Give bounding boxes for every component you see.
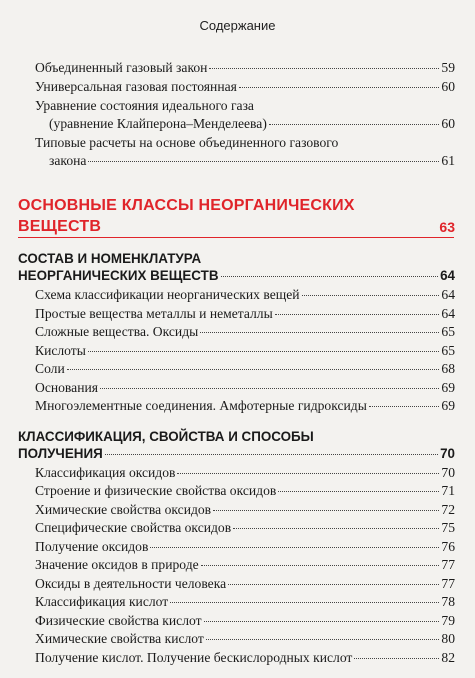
section-title[interactable]: СОСТАВ И НОМЕНКЛАТУРА <box>18 251 202 266</box>
toc-entry-title: Универсальная газовая постоянная <box>35 79 237 94</box>
toc-entry-page: 72 <box>441 502 455 517</box>
toc-entry-page: 61 <box>441 153 455 168</box>
dot-leader <box>302 295 440 296</box>
toc-entry[interactable] <box>35 520 455 536</box>
toc-entry-page: 76 <box>441 539 455 554</box>
toc-entry-page: 79 <box>441 613 455 628</box>
toc-entry-title: Химические свойства кислот <box>35 631 204 646</box>
section-title-line[interactable] <box>18 446 455 461</box>
toc-entry-title: Оксиды в деятельности человека <box>35 576 227 591</box>
toc-entry-title: Сложные вещества. Оксиды <box>35 324 199 339</box>
dot-leader <box>206 639 440 640</box>
dot-leader <box>228 584 439 585</box>
dot-leader <box>150 547 439 548</box>
dot-leader <box>275 314 440 315</box>
toc-entry-page: 69 <box>441 398 455 413</box>
toc-entry[interactable] <box>35 361 455 377</box>
toc-entry-title: Значение оксидов в природе <box>35 557 199 572</box>
dot-leader <box>204 621 440 622</box>
dot-leader <box>233 528 439 529</box>
toc-entry-title: Классификация кислот <box>35 594 169 609</box>
toc-entry-title: Получение кислот. Получение бескислородных кислот <box>35 650 353 665</box>
toc-entry-title: Специфические свойства оксидов <box>35 520 232 535</box>
toc-entry[interactable] <box>35 398 455 414</box>
toc-entry-page: 80 <box>441 631 455 646</box>
toc-entry[interactable] <box>35 60 455 76</box>
toc-entry[interactable] <box>35 613 455 629</box>
dot-leader <box>88 351 440 352</box>
dot-leader <box>213 510 439 511</box>
toc-entry-page: 77 <box>441 576 455 591</box>
toc-entry[interactable] <box>35 380 455 396</box>
toc-entry-page: 68 <box>441 361 455 376</box>
dot-leader <box>88 161 439 162</box>
chapter-title-line1: ОСНОВНЫЕ КЛАССЫ НЕОРГАНИЧЕСКИХ <box>18 197 355 214</box>
toc-entry-title: Получение оксидов <box>35 539 149 554</box>
toc-entry[interactable] <box>49 153 455 169</box>
toc-entry-page: 71 <box>441 483 455 498</box>
toc-entry[interactable] <box>35 650 455 666</box>
dot-leader <box>209 68 439 69</box>
toc-entry-title: Простые вещества металлы и неметаллы <box>35 306 273 321</box>
toc-entry-page: 60 <box>441 116 455 131</box>
toc-entry[interactable] <box>35 324 455 340</box>
chapter-title-line2: ВЕЩЕСТВ <box>18 218 102 235</box>
section-page: 64 <box>440 268 455 283</box>
dot-leader <box>201 565 440 566</box>
dot-leader <box>100 388 439 389</box>
toc-entry-page: 59 <box>441 60 455 75</box>
toc-entry-title: Химические свойства оксидов <box>35 502 212 517</box>
toc-entry[interactable] <box>49 116 455 132</box>
toc-entry-title: Классификация оксидов <box>35 465 176 480</box>
toc-entry-title: Физические свойства кислот <box>35 613 202 628</box>
toc-entry[interactable] <box>35 483 455 499</box>
dot-leader <box>170 602 439 603</box>
toc-entry-title: Кислоты <box>35 343 86 358</box>
dot-leader <box>200 332 439 333</box>
toc-entry[interactable] <box>35 631 455 647</box>
chapter-title[interactable] <box>18 195 355 237</box>
toc-entry-title: Многоэлементные соединения. Амфотерные гидроксиды <box>35 398 367 413</box>
toc-entry-page: 82 <box>441 650 455 665</box>
toc-entry[interactable] <box>35 502 455 518</box>
section-title[interactable]: КЛАССИФИКАЦИЯ, СВОЙСТВА И СПОСОБЫ <box>18 429 314 444</box>
toc-entry-title: Объединенный газовый закон <box>35 60 208 75</box>
toc-entry-page: 77 <box>441 557 455 572</box>
section-page: 70 <box>440 446 455 461</box>
section-title-line[interactable] <box>18 268 455 283</box>
dot-leader <box>105 454 438 455</box>
toc-entry-title-line1[interactable]: Типовые расчеты на основе объединенного газового <box>35 135 339 150</box>
dot-leader <box>177 473 439 474</box>
toc-entry-page: 69 <box>441 380 455 395</box>
toc-entry[interactable] <box>35 465 455 481</box>
toc-entry-page: 70 <box>441 465 455 480</box>
dot-leader <box>67 369 440 370</box>
toc-entry[interactable] <box>35 287 455 303</box>
toc-entry[interactable] <box>35 79 455 95</box>
dot-leader <box>278 491 439 492</box>
toc-entry[interactable] <box>35 576 455 592</box>
toc-entry[interactable] <box>35 306 455 322</box>
toc-entry-title-line2: закона <box>49 153 87 168</box>
section-title-line2: НЕОРГАНИЧЕСКИХ ВЕЩЕСТВ <box>18 268 219 283</box>
dot-leader <box>269 124 440 125</box>
dot-leader <box>369 406 440 407</box>
dot-leader <box>354 658 439 659</box>
toc-entry[interactable] <box>35 539 455 555</box>
toc-entry[interactable] <box>35 343 455 359</box>
toc-entry-page: 78 <box>441 594 455 609</box>
section-title-line2: ПОЛУЧЕНИЯ <box>18 446 103 461</box>
running-head: Содержание <box>199 18 276 33</box>
dot-leader <box>221 276 439 277</box>
dot-leader <box>239 87 440 88</box>
toc-entry-title-line1[interactable]: Уравнение состояния идеального газа <box>35 98 254 113</box>
toc-entry-title: Соли <box>35 361 65 376</box>
chapter-page-number: 63 <box>439 219 455 235</box>
toc-entry-title: Строение и физические свойства оксидов <box>35 483 277 498</box>
toc-entry[interactable] <box>35 557 455 573</box>
toc-entry-title: Схема классификации неорганических вещей <box>35 287 300 302</box>
toc-entry-page: 64 <box>441 287 455 302</box>
toc-entry-page: 64 <box>441 306 455 321</box>
toc-entry-page: 75 <box>441 520 455 535</box>
chapter-underline <box>18 237 454 238</box>
toc-entry-page: 65 <box>441 324 455 339</box>
toc-entry-title-line2: (уравнение Клайперона–Менделеева) <box>49 116 267 131</box>
toc-entry-page: 60 <box>441 79 455 94</box>
toc-entry-title: Основания <box>35 380 98 395</box>
toc-entry-page: 65 <box>441 343 455 358</box>
toc-entry[interactable] <box>35 594 455 610</box>
